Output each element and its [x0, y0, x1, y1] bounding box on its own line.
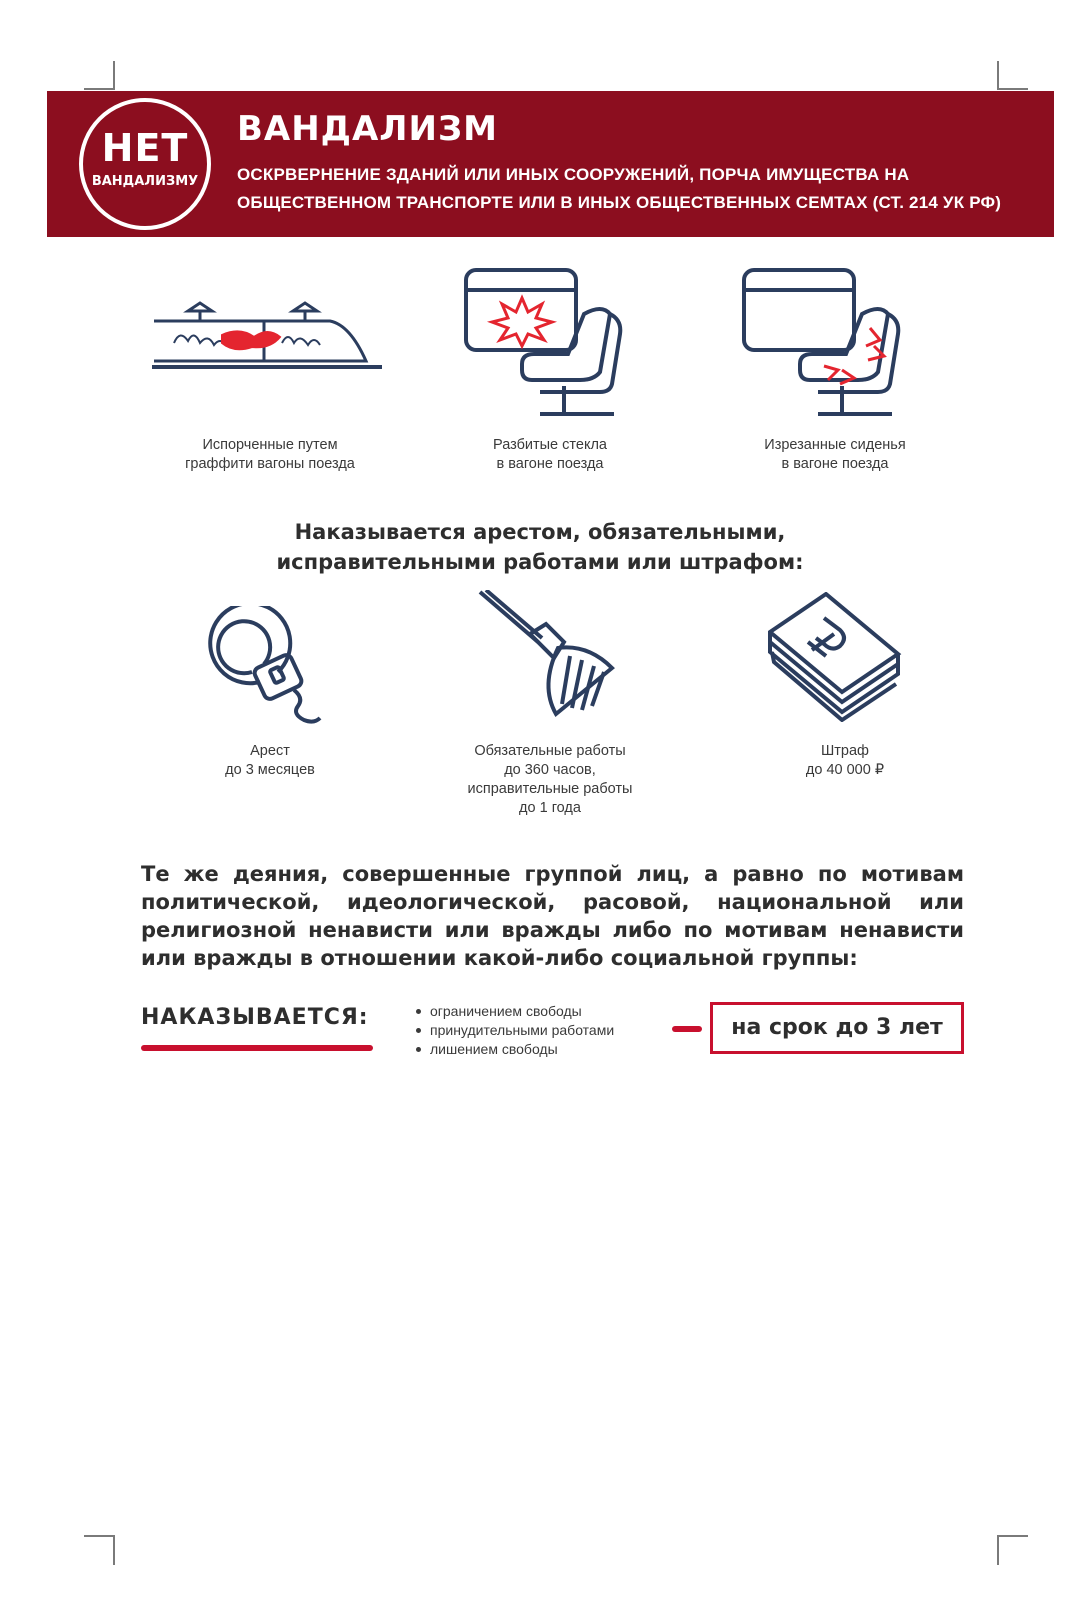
caption-line: Арест [250, 743, 290, 759]
caption-line: до 1 года [519, 800, 581, 816]
handcuffs-icon [200, 606, 340, 726]
paragraph-line: Те же деяния, совершенные группой лиц, а равно по мотивам [141, 862, 964, 886]
punishment-heading [0, 517, 1080, 577]
caption-line: в вагоне поезда [496, 456, 604, 472]
connector-dash [672, 1026, 702, 1032]
caption-line: граффити вагоны поезда [185, 456, 355, 472]
punishment-list [414, 1002, 614, 1059]
paragraph-line: религиозной ненависти или вражды либо по мотивам ненависти [141, 918, 964, 942]
cut-seat-icon [742, 268, 922, 418]
aggravated-paragraph [141, 860, 964, 972]
list-item: ограничением свободы [414, 1002, 614, 1021]
subtitle-line: ОБЩЕСТВЕННОМ ТРАНСПОРТЕ ИЛИ В ИНЫХ ОБЩЕСТВЕННЫХ СЕМТАХ (СТ. 214 УК РФ) [237, 193, 1002, 212]
crop-mark [997, 61, 999, 90]
broom-icon [478, 590, 618, 720]
caption-line: Разбитые стекла [493, 437, 607, 453]
punishment-label: НАКАЗЫВАЕТСЯ: [141, 1005, 369, 1030]
list-item: принудительными работами [414, 1021, 614, 1040]
page-subtitle [237, 161, 1037, 217]
caption-line: Обязательные работы [474, 743, 626, 759]
list-item: лишением свободы [414, 1040, 614, 1059]
caption-line: исправительные работы [467, 781, 633, 797]
crop-mark [997, 1535, 999, 1565]
banknotes-icon [768, 592, 908, 722]
crop-mark [999, 1535, 1028, 1537]
punishment-caption [150, 742, 390, 780]
caption-line: Испорченные путем [202, 437, 338, 453]
caption-line: до 40 000 ₽ [805, 762, 885, 778]
punishment-caption [725, 742, 965, 780]
crop-mark [84, 1535, 113, 1537]
crop-mark [113, 1535, 115, 1565]
header-banner [47, 91, 1054, 237]
violation-caption [715, 436, 955, 474]
crop-mark [84, 88, 113, 90]
subtitle-line: ОСКРВЕРНЕНИЕ ЗДАНИЙ ИЛИ ИНЫХ СООРУЖЕНИЙ, ПОРЧА ИМУЩЕСТВА НА [237, 165, 910, 184]
crop-mark [999, 88, 1028, 90]
label-underline [141, 1045, 373, 1051]
broken-window-icon [464, 268, 644, 418]
paragraph-line: политической, идеологической, расовой, национальной или [141, 890, 964, 914]
heading-line: исправительными работами или штрафом: [276, 550, 804, 574]
paragraph-line: или вражды в отношении какой-либо социальной группы: [141, 946, 858, 970]
violation-caption [150, 436, 390, 474]
page-title: ВАНДАЛИЗМ [237, 109, 498, 149]
heading-line: Наказывается арестом, обязательными, [294, 520, 786, 544]
punishment-caption [430, 742, 670, 818]
crop-mark [113, 61, 115, 90]
no-vandalism-logo [79, 98, 211, 230]
graffiti-train-icon [152, 295, 387, 385]
caption-line: до 3 месяцев [225, 762, 315, 778]
logo-bottom-text: ВАНДАЛИЗМУ [91, 174, 199, 189]
logo-top-text: НЕТ [101, 126, 189, 170]
caption-line: до 360 часов, [504, 762, 596, 778]
term-box: на срок до 3 лет [710, 1002, 964, 1054]
caption-line: Штраф [821, 743, 869, 759]
violation-caption [430, 436, 670, 474]
caption-line: в вагоне поезда [781, 456, 889, 472]
caption-line: Изрезанные сиденья [764, 437, 906, 453]
